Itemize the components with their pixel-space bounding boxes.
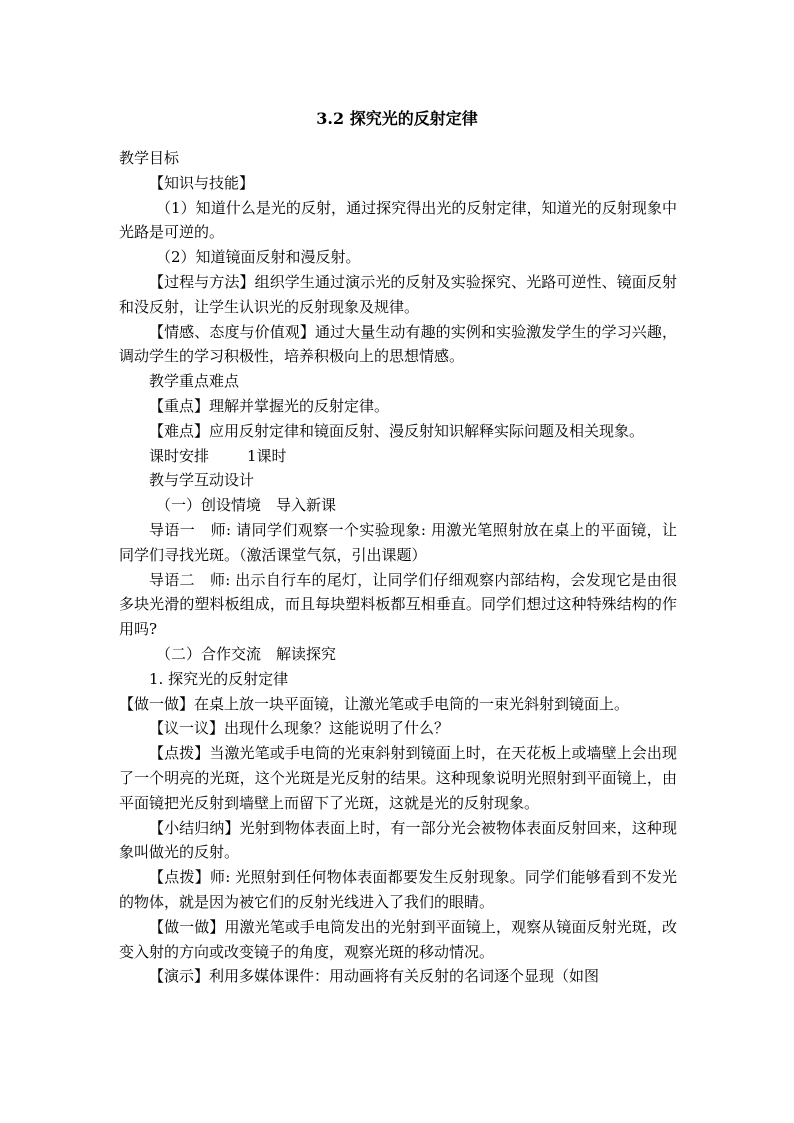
paragraph: 【小结归纳】光射到物体表面上时，有一部分光会被物体表面反射回来，这种现象叫做光的反射。 xyxy=(119,818,677,862)
paragraph: （2）知道镜面反射和漫反射。 xyxy=(156,248,361,267)
subsection-heading: 1. 探究光的反射定律 xyxy=(149,669,289,688)
paragraph: 【演示】利用多媒体课件：用动画将有关反射的名词逐个显现（如图 xyxy=(149,967,600,986)
paragraph: 【点拨】师: 光照射到任何物体表面都要发生反射现象。同学们能够看到不发光的物体，就是因为被它们的反射光线进入了我们的眼睛。 xyxy=(119,868,677,911)
paragraph: 【做一做】用激光笔或手电筒发出的光射到平面镜上，观察从镜面反射光斑，改变入射的方向或改变镜子的角度，观察光斑的移动情况。 xyxy=(119,917,677,961)
paragraph: 导语一 师: 请同学们观察一个实验现象: 用激光笔照射放在桌上的平面镜，让同学们寻找光斑。（激活课堂气氛，引出课题） xyxy=(119,520,677,564)
document-title: 3.2 探究光的反射定律 xyxy=(316,109,478,128)
subsection-heading: （二）合作交流 解读探究 xyxy=(156,644,337,663)
subsection-heading: （一）创设情境 导入新课 xyxy=(156,496,337,515)
paragraph: 【难点】应用反射定律和镜面反射、漫反射知识解释实际问题及相关现象。 xyxy=(149,421,645,440)
document-body xyxy=(119,146,677,989)
paragraph: 【做一做】在桌上放一块平面镜，让激光笔或手电筒的一束光斜射到镜面上。 xyxy=(119,694,630,713)
class-hours-line xyxy=(119,444,677,469)
section-heading-teaching-goals: 教学目标 xyxy=(119,149,180,167)
paragraph: 【过程与方法】组织学生通过演示光的反射及实验探究、光路可逆性、镜面反射和没反射，让学生认识光的反射现象及规律。 xyxy=(119,272,677,316)
section-heading-interaction-design: 教与学互动设计 xyxy=(149,471,255,490)
class-hours-value: 1课时 xyxy=(247,446,287,465)
paragraph: （1）知道什么是光的反射，通过探究得出光的反射定律，知道光的反射现象中光路是可逆的。 xyxy=(119,198,677,242)
paragraph: 【重点】理解并掌握光的反射定律。 xyxy=(149,396,390,415)
class-hours-label: 课时安排 xyxy=(149,446,210,465)
section-heading-key-points: 教学重点难点 xyxy=(149,372,240,391)
paragraph: 【议一议】出现什么现象？这能说明了什么？ xyxy=(149,719,450,738)
paragraph: 【情感、态度与价值观】通过大量生动有趣的实例和实验激发学生的学习兴趣，调动学生的学习积极性，培养积极向上的思想情感。 xyxy=(119,322,677,366)
paragraph: 导语二 师: 出示自行车的尾灯，让同学们仔细观察内部结构，会发现它是由很多块光滑的塑料板组成，而且每块塑料板都互相垂直。同学们想过这种特殊结构的作用吗? xyxy=(119,570,677,639)
subsection-knowledge-skills: 【知识与技能】 xyxy=(149,173,255,192)
paragraph: 【点拨】当激光笔或手电筒的光束斜射到镜面上时，在天花板上或墙壁上会出现了一个明亮的光斑，这个光斑是光反射的结果。这种现象说明光照射到平面镜上，由平面镜把光反射到墙壁上而留下了光斑，这就是光的反射现象。 xyxy=(119,744,677,812)
